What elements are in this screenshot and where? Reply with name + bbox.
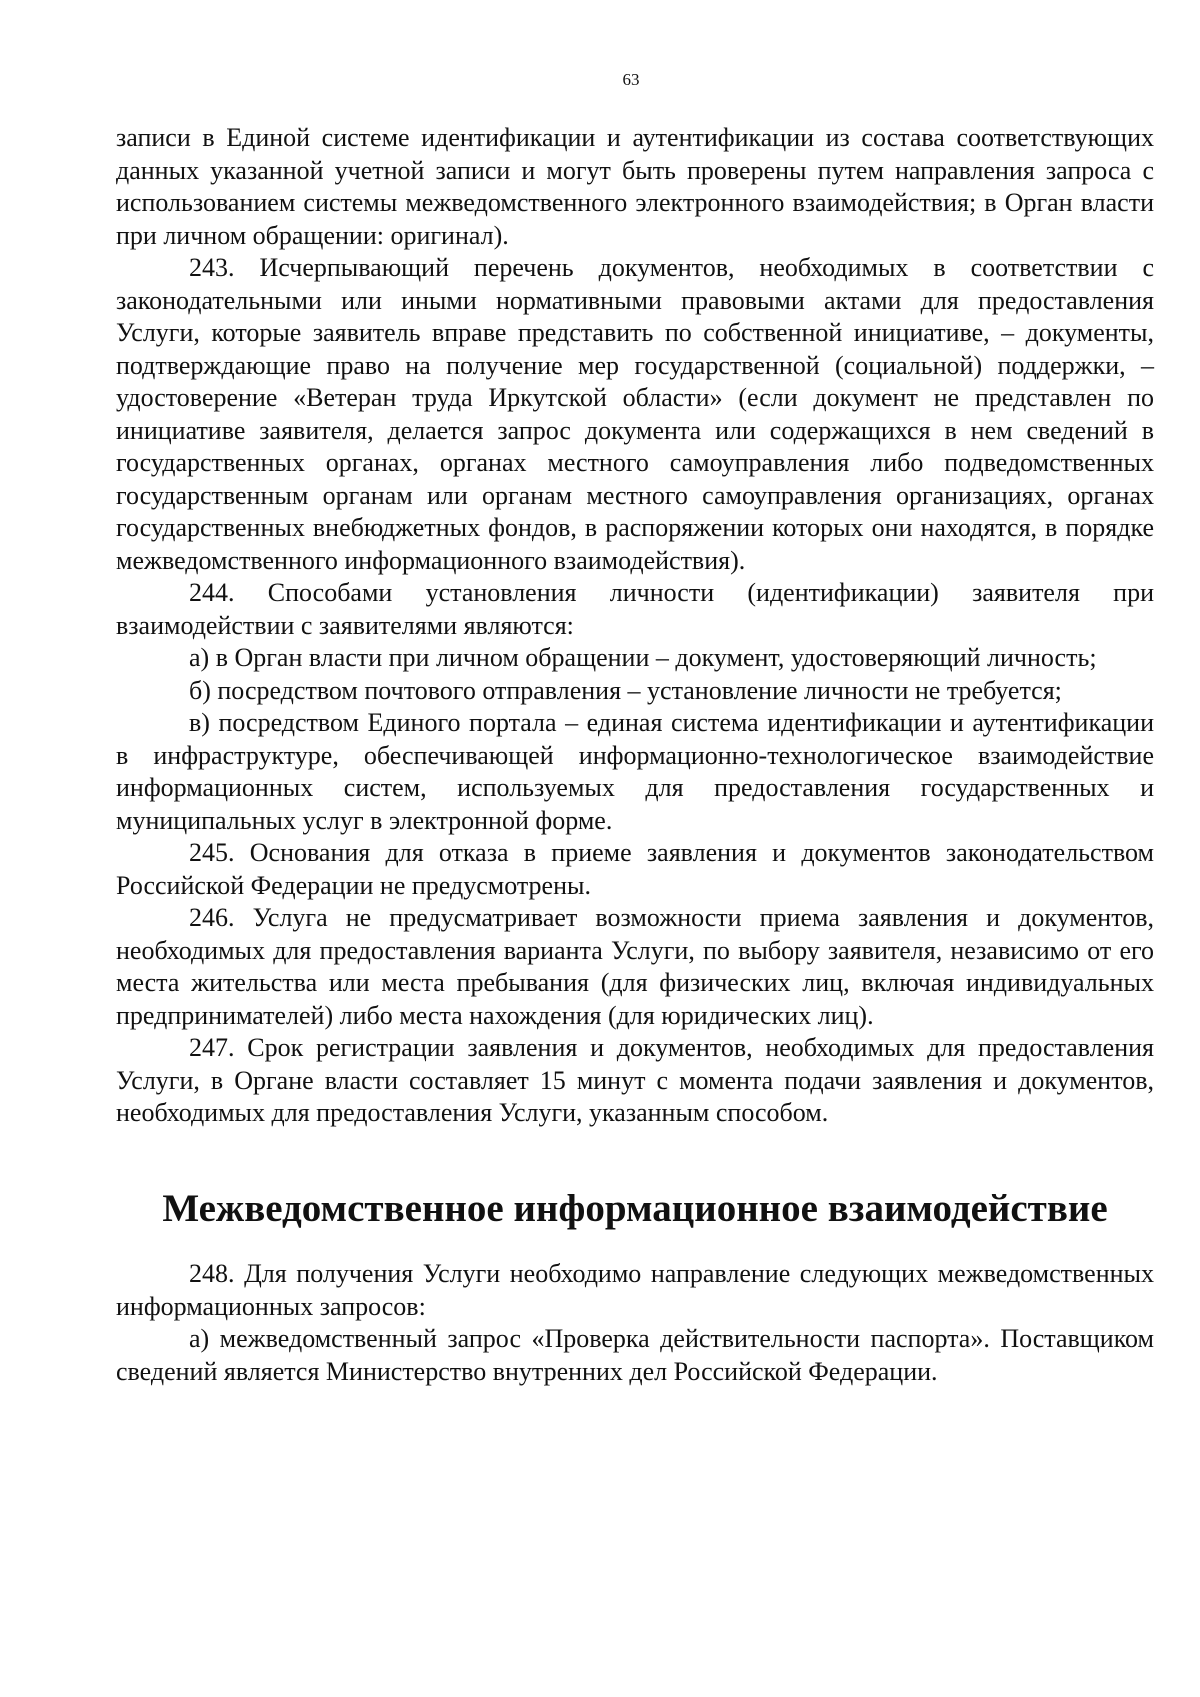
paragraph-247: 247. Срок регистрации заявления и документов, необходимых для предоставления Услуги, в Органе власти составляет 15 минут с момента подачи заявления и документов, необходимых для предоставления Услуги, указанным способом. <box>116 1033 1154 1127</box>
paragraph-248: 248. Для получения Услуги необходимо направление следующих межведомственных информационных запросов: <box>116 1259 1154 1321</box>
page-number: 63 <box>622 70 640 89</box>
document-body <box>116 122 1154 1388</box>
paragraph-245: 245. Основания для отказа в приеме заявления и документов законодательством Российской Федерации не предусмотрены. <box>116 838 1154 900</box>
paragraph-248-item-a: а) межведомственный запрос «Проверка действительности паспорта». Поставщиком сведений является Министерство внутренних дел Российской Федерации. <box>116 1324 1154 1386</box>
paragraph-244-item-v: в) посредством Единого портала – единая система идентификации и аутентификации в инфраструктуре, обеспечивающей информационно-технологическое взаимодействие информационных систем, используемых для предоставления государственных и муниципальных услуг в электронной форме. <box>116 708 1154 835</box>
paragraph-246: 246. Услуга не предусматривает возможности приема заявления и документов, необходимых для предоставления варианта Услуги, по выбору заявителя, независимо от его места жительства или места пребывания (для физических лиц, включая индивидуальных предпринимателей) либо места нахождения (для юридических лиц). <box>116 903 1154 1030</box>
paragraph-243: 243. Исчерпывающий перечень документов, необходимых в соответствии с законодательными или иными нормативными правовыми актами для предоставления Услуги, которые заявитель вправе представить по собственной инициативе, – документы, подтверждающие право на получение мер государственной (социальной) поддержки, – удостоверение «Ветеран труда Иркутской области» (если документ не представлен по инициативе заявителя, делается запрос документа или содержащихся в нем сведений в государственных органах, органах местного самоуправления либо подведомственных государственным органам или органам местного самоуправления организациях, органах государственных внебюджетных фондов, в распоряжении которых они находятся, в порядке межведомственного информационного взаимодействия). <box>116 253 1154 575</box>
paragraph-244-item-b: б) посредством почтового отправления – установление личности не требуется; <box>189 675 1062 705</box>
paragraph-244-item-a: а) в Орган власти при личном обращении – документ, удостоверяющий личность; <box>189 643 1097 672</box>
section-heading: Межведомственное информационное взаимодействие <box>162 1186 1108 1230</box>
paragraph-244: 244. Способами установления личности (идентификации) заявителя при взаимодействии с заявителями являются: <box>116 578 1154 640</box>
paragraph-continuation: записи в Единой системе идентификации и аутентификации из состава соответствующих данных указанной учетной записи и могут быть проверены путем направления запроса с использованием системы межведомственного электронного взаимодействия; в Орган власти при личном обращении: оригинал). <box>116 123 1154 250</box>
